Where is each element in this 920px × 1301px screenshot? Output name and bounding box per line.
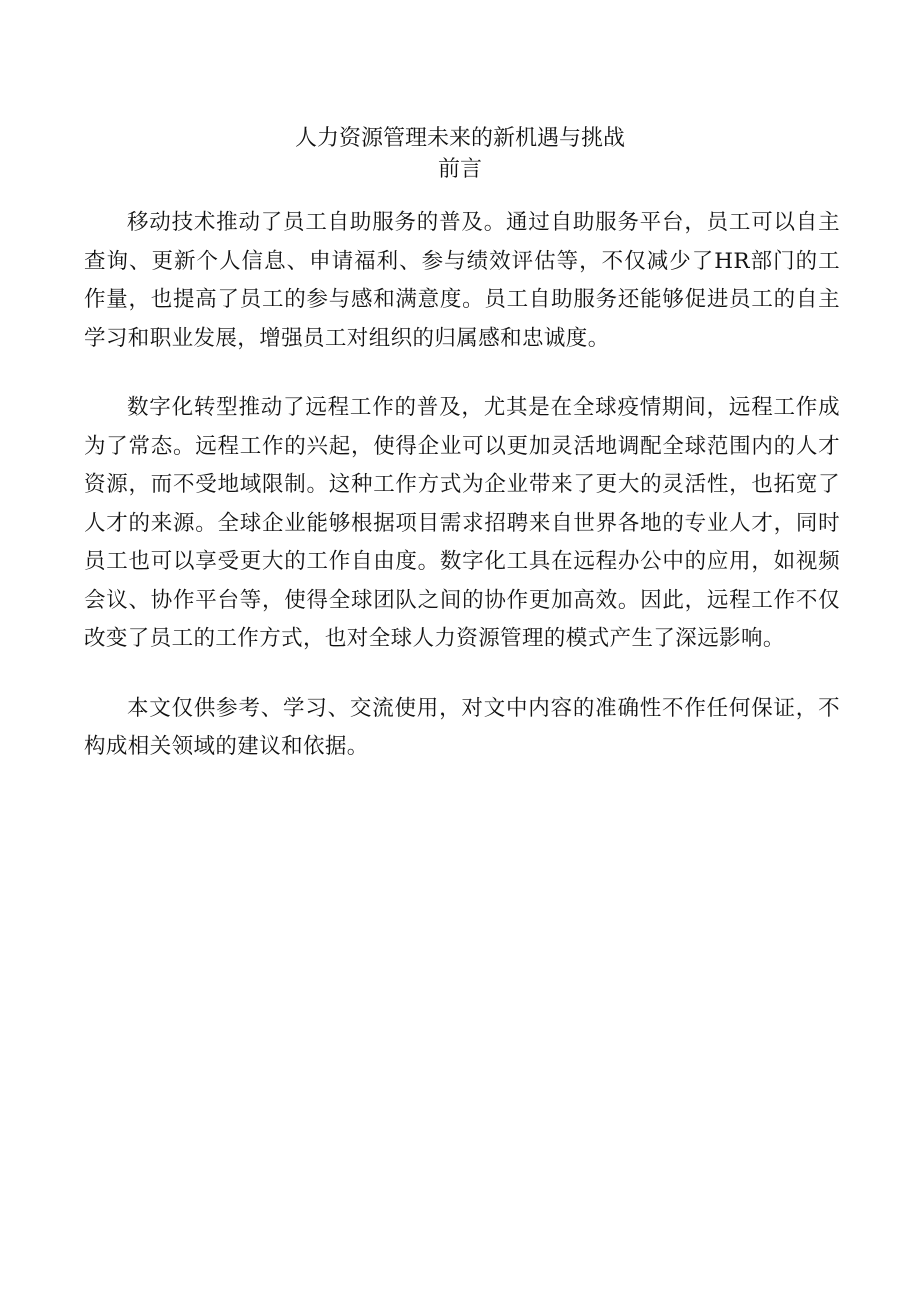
paragraph-remote-work: 数字化转型推动了远程工作的普及，尤其是在全球疫情期间，远程工作成为了常态。远程工作的兴起，使得企业可以更加灵活地调配全球范围内的人才资源，而不受地域限制。这种工作方式为企业带来了更大的灵活性，也拓宽了人才的来源。全球企业能够根据项目需求招聘来自世界各地的专业人才，同时员工也可以享受更大的工作自由度。数字化工具在远程办公中的应用，如视频会议、协作平台等，使得全球团队之间的协作更加高效。因此，远程工作不仅改变了员工的工作方式，也对全球人力资源管理的模式产生了深远影响。 (84, 395, 840, 651)
paragraph-self-service: 移动技术推动了员工自助服务的普及。通过自助服务平台，员工可以自主查询、更新个人信息、申请福利、参与绩效评估等，不仅减少了HR部门的工作量，也提高了员工的参与感和满意度。员工自助服务还能够促进员工的自主学习和职业发展，增强员工对组织的归属感和忠诚度。 (84, 210, 840, 351)
paragraph-disclaimer: 本文仅供参考、学习、交流使用，对文中内容的准确性不作任何保证，不构成相关领域的建议和依据。 (84, 695, 840, 759)
document-body (84, 204, 840, 767)
section-heading: 前言 (437, 157, 482, 182)
document-title: 人力资源管理未来的新机遇与挑战 (294, 126, 625, 151)
